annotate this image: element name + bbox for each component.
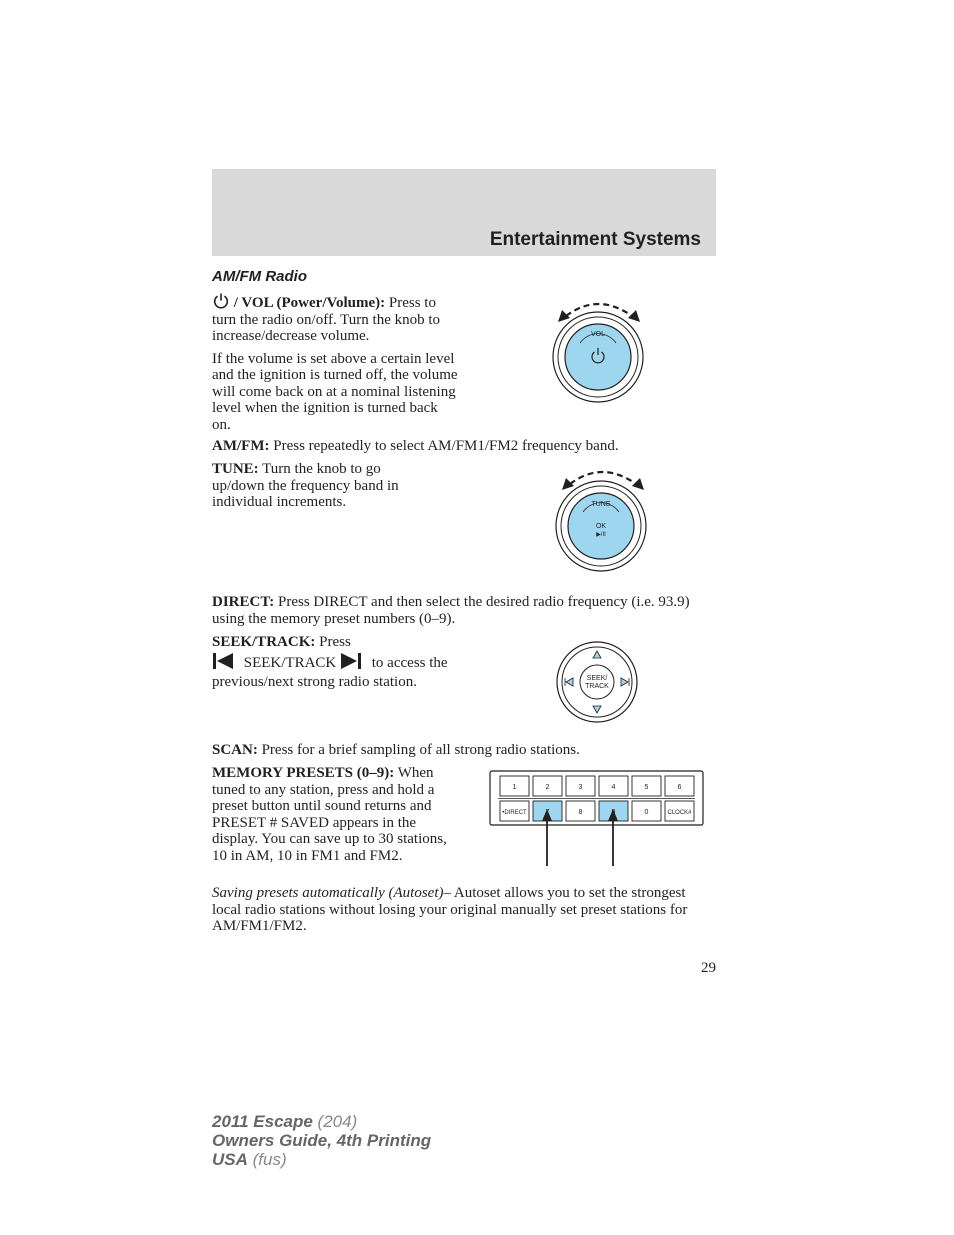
preset-button-label: 5 — [644, 784, 649, 791]
seek-button-diagram — [554, 640, 640, 724]
preset-button-label: •DIRECT — [502, 810, 527, 816]
scan-block — [212, 742, 716, 759]
memory-block — [212, 765, 462, 864]
direct-label: DIRECT: — [212, 594, 275, 610]
vol-knob-label: VOL — [590, 331, 606, 338]
seek-text-access: to access the — [371, 655, 448, 671]
tune-text: Turn the knob to go up/down the frequency band in individual increments. — [212, 461, 399, 510]
scan-label: SCAN: — [212, 742, 258, 758]
preset-button-label: 4 — [611, 784, 616, 791]
vol-label: / VOL (Power/Volume): — [230, 295, 386, 311]
scan-text: Press for a brief sampling of all strong radio stations. — [257, 742, 580, 758]
seek-block — [212, 633, 492, 692]
tune-knob-diagram — [552, 466, 652, 574]
seek-button-label-2: TRACK — [585, 683, 609, 690]
footer-model: 2011 Escape — [212, 1112, 313, 1131]
seek-previous-icon — [212, 652, 234, 670]
direct-text: Press DIRECT and then select the desired radio frequency (i.e. 93.9) using the memory preset numbers (0–9). — [212, 594, 690, 627]
page-header-title: Entertainment Systems — [489, 229, 701, 250]
tune-label: TUNE: — [212, 461, 259, 477]
seek-text-station: previous/next strong radio station. — [212, 674, 417, 690]
memory-label: MEMORY PRESETS (0–9): — [212, 765, 395, 781]
footer — [212, 1112, 431, 1169]
preset-button-label: 2 — [545, 784, 550, 791]
power-icon — [212, 292, 230, 310]
memory-text: When tuned to any station, press and hold a preset button until sound returns and PRESET # SAVED appears in the display. You can save up to 30 stations, 10 in AM, 10 in FM1 and FM2. — [212, 765, 447, 864]
preset-button-label: 8 — [578, 809, 583, 816]
autoset-block — [212, 885, 716, 935]
vol-text: Press to turn the radio on/off. Turn the knob to increase/decrease volume. — [212, 295, 441, 344]
footer-guide: Owners Guide, 4th Printing — [212, 1131, 432, 1150]
header-band — [212, 169, 716, 256]
seek-text-name: SEEK/TRACK — [243, 655, 337, 671]
tune-block — [212, 461, 434, 511]
seek-label: SEEK/TRACK: — [212, 634, 316, 650]
preset-button-label: CLOCK# — [667, 810, 692, 816]
preset-button-label: 6 — [677, 784, 682, 791]
footer-region: USA — [212, 1150, 248, 1169]
preset-buttons-diagram — [488, 769, 706, 869]
amfm-text: Press repeatedly to select AM/FM1/FM2 frequency band. — [269, 438, 619, 454]
tune-knob-label: TUNE — [591, 501, 611, 508]
preset-button-label: 3 — [578, 784, 583, 791]
tune-ok-label: OK — [595, 523, 607, 530]
preset-button-label: 0 — [644, 809, 649, 816]
footer-region-code: (fus) — [247, 1150, 287, 1169]
seek-next-icon — [340, 652, 362, 670]
vol-block — [212, 292, 460, 433]
section-title: AM/FM Radio — [212, 268, 307, 285]
autoset-label: Saving presets automatically (Autoset) — [212, 885, 444, 901]
preset-button-label: 1 — [512, 784, 517, 791]
direct-block — [212, 594, 716, 627]
seek-button-label-1: SEEK/ — [586, 675, 608, 682]
seek-text-press: Press — [315, 634, 351, 650]
page-number: 29 — [701, 960, 716, 976]
amfm-label: AM/FM: — [212, 438, 270, 454]
vol-paragraph — [212, 292, 460, 345]
vol-knob-diagram — [548, 298, 648, 404]
amfm-block — [212, 438, 716, 455]
vol-note: If the volume is set above a certain level and the ignition is turned off, the volume will come back on at a nominal listening level when the ignition is turned back on. — [212, 350, 458, 433]
autoset-text: – Autoset allows you to set the strongest local radio stations without losing your original manually set preset stations for AM/FM1/FM2. — [212, 885, 688, 934]
tune-play-pause-label: ▶/II — [596, 532, 606, 538]
footer-model-code: (204) — [312, 1112, 358, 1131]
